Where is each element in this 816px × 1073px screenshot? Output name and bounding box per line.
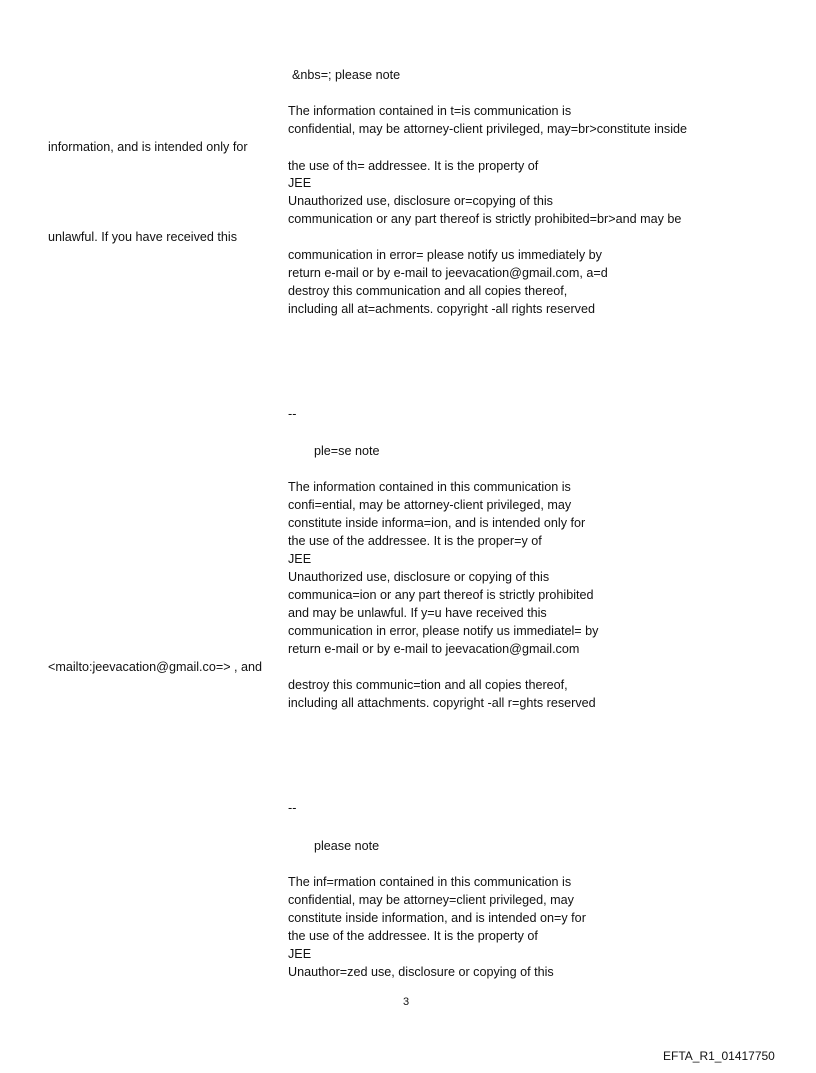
block2-line: communication in error, please notify us immediatel= by [288,624,599,638]
block1-line: including all at=achments. copyright -all rights reserved [288,302,595,316]
block2-line: and may be unlawful. If y=u have received this [288,606,547,620]
block1-line: return e-mail or by e-mail to jeevacation@gmail.com, a=d [288,266,608,280]
block2-separator: -- [288,407,297,421]
block1-line: confidential, may be attorney-client privileged, may=br>constitute inside [288,122,688,136]
block3-line: Unauthor=zed use, disclosure or copying of this [288,965,554,979]
block1-line: unlawful. If you have received this [48,230,238,244]
page-number: 3 [403,996,410,1008]
document-id: EFTA_R1_01417750 [663,1049,775,1063]
block1-line: &nbs=; please note [292,68,401,82]
block1-line: destroy this communication and all copies thereof, [288,284,568,298]
block2-line: constitute inside informa=ion, and is intended only for [288,516,586,530]
block2-line: <mailto:jeevacation@gmail.co=> , and [48,660,263,674]
block3-line: constitute inside information, and is intended on=y for [288,911,586,925]
block1-line: JEE [288,176,312,190]
block2-line: communica=ion or any part thereof is strictly prohibited [288,588,594,602]
block2-line: destroy this communic=tion and all copies thereof, [288,678,568,692]
block2-line: the use of the addressee. It is the proper=y of [288,534,542,548]
block1-line: information, and is intended only for [48,140,248,154]
block3-line: JEE [288,947,312,961]
block2-line: The information contained in this communication is [288,480,571,494]
block2-line: ple=se note [314,444,380,458]
block1-line: Unauthorized use, disclosure or=copying of this [288,194,553,208]
block3-line: the use of the addressee. It is the property of [288,929,538,943]
block2-line: return e-mail or by e-mail to jeevacation@gmail.com [288,642,580,656]
block2-line: Unauthorized use, disclosure or copying of this [288,570,550,584]
block3-line: confidential, may be attorney=client privileged, may [288,893,574,907]
block1-line: the use of th= addressee. It is the property of [288,159,539,173]
block2-line: confi=ential, may be attorney-client privileged, may [288,498,572,512]
block3-separator: -- [288,801,297,815]
block1-line: communication in error= please notify us immediately by [288,248,602,262]
block3-line: please note [314,839,380,853]
block2-line: JEE [288,552,312,566]
block3-line: The inf=rmation contained in this communication is [288,875,572,889]
block1-line: The information contained in t=is communication is [288,104,572,118]
block2-line: including all attachments. copyright -all r=ghts reserved [288,696,596,710]
block1-line: communication or any part thereof is strictly prohibited=br>and may be [288,212,682,226]
